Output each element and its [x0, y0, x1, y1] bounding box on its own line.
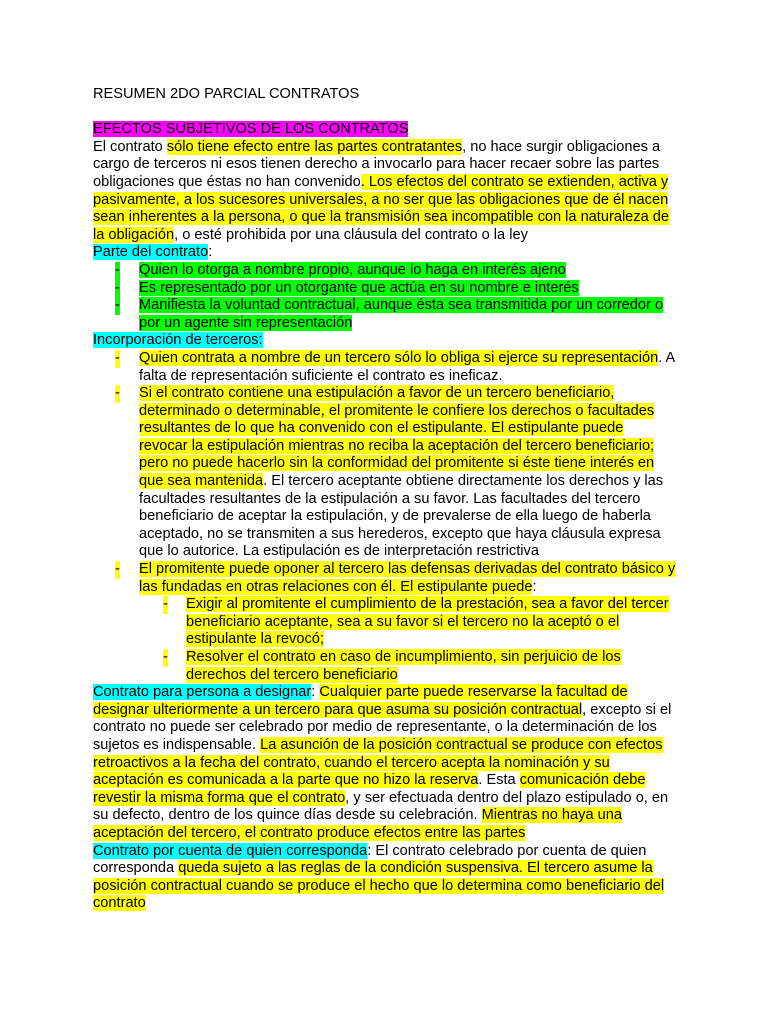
highlighted-text: comunicación debe revestir la misma forma que el contrato [93, 772, 646, 806]
highlighted-text: La asunción de la posición contractual se produce con efectos retroactivos a la fecha del contrato, cuando el tercero acepta la nominación y su aceptación es comunicada a la parte que no hizo la reserva [93, 736, 663, 789]
highlighted-text: EFECTOS SUBJETIVOS DE LOS CONTRATOS [93, 121, 409, 138]
heading-efectos-subjetivos [93, 121, 676, 139]
document-body [93, 86, 676, 913]
text-run: . El tercero aceptante obtiene directamente los derechos y las facultades resultantes de la estipulación a su favor. Las facultades del tercero beneficiario de aceptar la estipulación, y de prevalerse de ella luego de haberla aceptado, no se transmiten a sus herederos, excepto que haya cláusula expresa que lo autorice. La estipulación es de interpretación restrictiva [139, 473, 664, 560]
bullet-dash: - [115, 279, 120, 296]
text-run: . Esta [478, 772, 520, 789]
highlighted-text: . Los efectos del contrato se extienden, activa y pasivamente, a los sucesores universales, a no ser que las obligaciones que de él nacen sean inherentes a la persona, o que la transmisión sea incompatible con la naturaleza de la obligación [93, 173, 670, 243]
list-item [93, 385, 676, 561]
paragraph-persona-a-designar [93, 684, 676, 842]
list-item [93, 350, 676, 385]
heading-parte-del-contrato [93, 244, 676, 262]
heading-incorporacion-de-terceros [93, 332, 676, 350]
highlighted-text: Contrato por cuenta de quien corresponda [93, 842, 368, 859]
document-title: RESUMEN 2DO PARCIAL CONTRATOS [93, 86, 360, 102]
list-item [93, 297, 676, 332]
text-run: . A falta de representación suficiente el contrato es ineficaz. [139, 349, 675, 384]
bullet-dash: - [115, 297, 120, 314]
highlighted-text: Cualquier parte puede reservarse la facultad de designar ulteriormente a un tercero para que asuma su posición contractual [93, 684, 628, 718]
text-run: : [208, 244, 213, 261]
text-run: , o esté prohibida por una cláusula del contrato o la ley [174, 226, 528, 243]
paragraph-efectos [93, 139, 676, 245]
list-item [93, 280, 676, 298]
highlighted-text: sólo tiene efecto entre las partes contratantes [166, 138, 463, 155]
list-item [93, 262, 676, 280]
text-run: , excepto si el contrato no puede ser celebrado por medio de representante, o la determinación de los sujetos es indispensable. [93, 701, 672, 753]
highlighted-text: queda sujeto a las reglas de la condición suspensiva. El tercero asume la posición contractual cuando se produce el hecho que lo determina como beneficiario del contrato [93, 860, 665, 912]
text-run: : [311, 684, 320, 701]
highlighted-text: Parte del contrato [93, 244, 209, 261]
highlighted-text: Manifiesta la voluntad contractual, aunque ésta sea transmitida por un corredor o por un agente sin representación [139, 297, 664, 331]
highlighted-text: Incorporación de terceros: [93, 332, 263, 349]
highlighted-text: Quien lo otorga a nombre propio, aunque lo haga en interés ajeno [139, 261, 566, 278]
text-run: : [532, 578, 537, 595]
text-run: , no hace surgir obligaciones a cargo de terceros ni esos tienen derecho a invocarlo para hacer recaer sobre las partes obligaciones que éstas no han convenido [93, 138, 661, 190]
bullet-dash: - [115, 385, 120, 402]
list-item [93, 561, 676, 596]
sub-list-item [93, 596, 676, 649]
highlighted-text: Es representado por un otorgante que actúa en su nombre e interés [139, 279, 579, 296]
highlighted-text: Exigir al promitente el cumplimiento de la prestación, sea a favor del tercer beneficiario aceptante, sea a su favor si el tercero no la aceptó o el estipulante la revocó; [186, 596, 669, 648]
paragraph-quien-corresponda [93, 843, 676, 913]
text-run: : El contrato celebrado por cuenta de quien corresponda [93, 842, 647, 877]
text-run: , y ser efectuada dentro del plazo estipulado o, en su defecto, dentro de los quince días desde su celebración. [93, 789, 669, 824]
bullet-dash: - [163, 649, 168, 665]
highlighted-text: Contrato para persona a designar [93, 684, 312, 701]
text-run: El contrato [93, 138, 167, 155]
bullet-dash: - [115, 261, 120, 278]
highlighted-text: El promitente puede oponer al tercero las defensas derivadas del contrato básico y las fundadas en otras relaciones con él. El estipulante puede [139, 561, 676, 595]
sub-list-item [93, 649, 676, 684]
highlighted-text: Resolver el contrato en caso de incumplimiento, sin perjuicio de los derechos del tercero beneficiario [186, 649, 621, 683]
bullet-dash: - [115, 349, 120, 366]
bullet-dash: - [163, 596, 168, 613]
highlighted-text: Quien contrata a nombre de un tercero sólo lo obliga si ejerce su representación [139, 349, 659, 366]
highlighted-text: Si el contrato contiene una estipulación a favor de un tercero beneficiario, determinado o determinable, el promitente le confiere los derechos o facultades resultantes de lo que ha convenido con el estipulante. El estipulante puede revocar la estipulación mientras no reciba la aceptación del tercero beneficiario; pero no puede hacerlo sin la conformidad del promitente si éste tiene interés en que sea mantenida [139, 385, 655, 490]
highlighted-text: Mientras no haya una aceptación del tercero, el contrato produce efectos entre las partes [93, 807, 622, 841]
bullet-dash: - [115, 561, 120, 578]
